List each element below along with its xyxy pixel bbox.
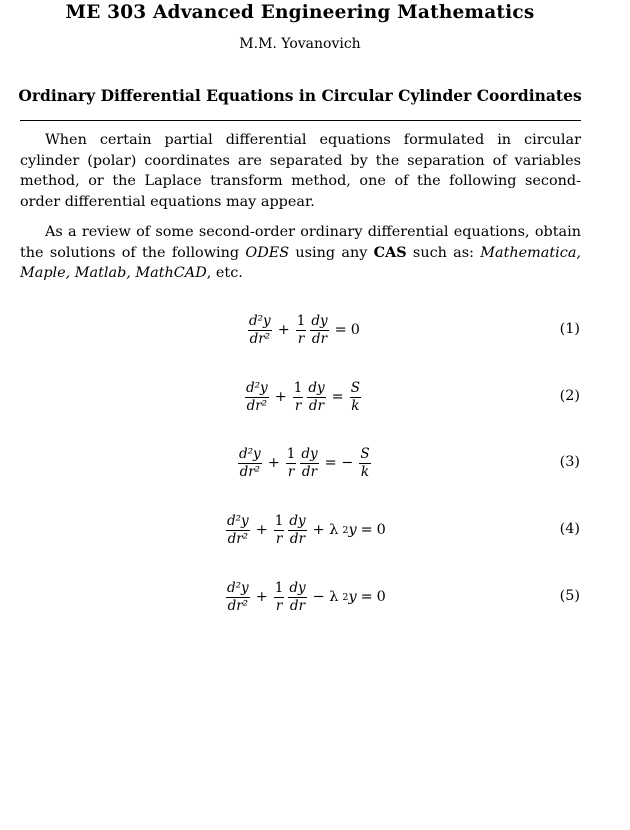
cas-tools-list: Mathematica, Maple, Matlab, MathCAD (20, 244, 581, 281)
second-derivative-fraction: $\frac{\text{d²y}}{\text{dr²}}$ (239, 445, 261, 480)
equation-number: (5) (559, 588, 580, 604)
text-run: such as: (406, 244, 481, 261)
second-derivative-fraction: $\frac{\text{d²y}}{\text{dr²}}$ (227, 579, 249, 614)
second-derivative-fraction: $\frac{\text{d²y}}{\text{dr²}}$ (246, 379, 268, 414)
one-over-r-fraction: $\frac{1}{r}$ (274, 512, 284, 547)
equation-5 (0, 574, 630, 620)
author: M.M. Yovanovich (239, 36, 361, 52)
intro-paragraph-1 (20, 130, 581, 212)
text-run: As a review of some second-order ordinary differential equations, obtain the solutions of the following (20, 224, 581, 261)
paragraph-text (20, 222, 581, 284)
paragraph-text: When certain partial differential equations formulated in circular cylinder (polar) coordinates are separated by the separation of variables method, or the Laplace transform method, one of the following second-order differential equations may appear. (20, 132, 581, 210)
equation-1 (0, 307, 630, 353)
cas-term: CAS (373, 243, 407, 261)
one-over-r-fraction: $\frac{1}{r}$ (293, 379, 303, 414)
equation-body: $\frac{\text{d²y}}{\text{dr²}}$ + $\frac{1}{r}$ $\frac{dy}{dr}$ + λ 2 y = 0 (227, 512, 386, 547)
equation-body: $\frac{\text{d²y}}{\text{dr²}}$ + $\frac{1}{r}$ $\frac{dy}{dr}$ = $\frac{S}{k}$ (246, 379, 360, 414)
one-over-r-fraction: $\frac{1}{r}$ (286, 445, 296, 480)
equation-4 (0, 507, 630, 553)
equation-body: $\frac{\text{d²y}}{\text{dr²}}$ + $\frac{1}{r}$ $\frac{dy}{dr}$ = 0 (249, 312, 360, 347)
equation-3 (0, 440, 630, 486)
one-over-r-fraction: $\frac{1}{r}$ (274, 579, 284, 614)
course-title: ME 303 Advanced Engineering Mathematics (65, 2, 535, 23)
first-derivative-fraction: $\frac{dy}{dr}$ (301, 445, 318, 480)
s-over-k-fraction: $\frac{S}{k}$ (360, 445, 370, 480)
one-over-r-fraction: $\frac{1}{r}$ (296, 312, 306, 347)
first-derivative-fraction: $\frac{dy}{dr}$ (289, 512, 306, 547)
equation-body: $\frac{\text{d²y}}{\text{dr²}}$ + $\frac{1}{r}$ $\frac{dy}{dr}$ = − $\frac{S}{k}$ (239, 445, 370, 480)
section-title: Ordinary Differential Equations in Circular Cylinder Coordinates (18, 86, 582, 105)
text-run: , etc. (206, 265, 243, 281)
equation-number: (2) (559, 388, 580, 404)
first-derivative-fraction: $\frac{dy}{dr}$ (311, 312, 328, 347)
equation-number: (4) (559, 521, 580, 537)
second-derivative-fraction: $\frac{\text{d²y}}{\text{dr²}}$ (249, 312, 271, 347)
equation-number: (3) (559, 454, 580, 470)
odes-term: ODES (245, 244, 290, 261)
lambda-term: − λ (312, 589, 339, 605)
equation-number: (1) (559, 321, 580, 337)
equation-body: $\frac{\text{d²y}}{\text{dr²}}$ + $\frac{1}{r}$ $\frac{dy}{dr}$ − λ 2 y = 0 (227, 579, 386, 614)
horizontal-rule (20, 120, 581, 121)
first-derivative-fraction: $\frac{dy}{dr}$ (289, 579, 306, 614)
intro-paragraph-2 (20, 222, 581, 284)
second-derivative-fraction: $\frac{\text{d²y}}{\text{dr²}}$ (227, 512, 249, 547)
first-derivative-fraction: $\frac{dy}{dr}$ (308, 379, 325, 414)
text-run: using any (289, 244, 374, 261)
s-over-k-fraction: $\frac{S}{k}$ (350, 379, 360, 414)
lambda-term: + λ (312, 522, 339, 538)
equation-2 (0, 374, 630, 420)
